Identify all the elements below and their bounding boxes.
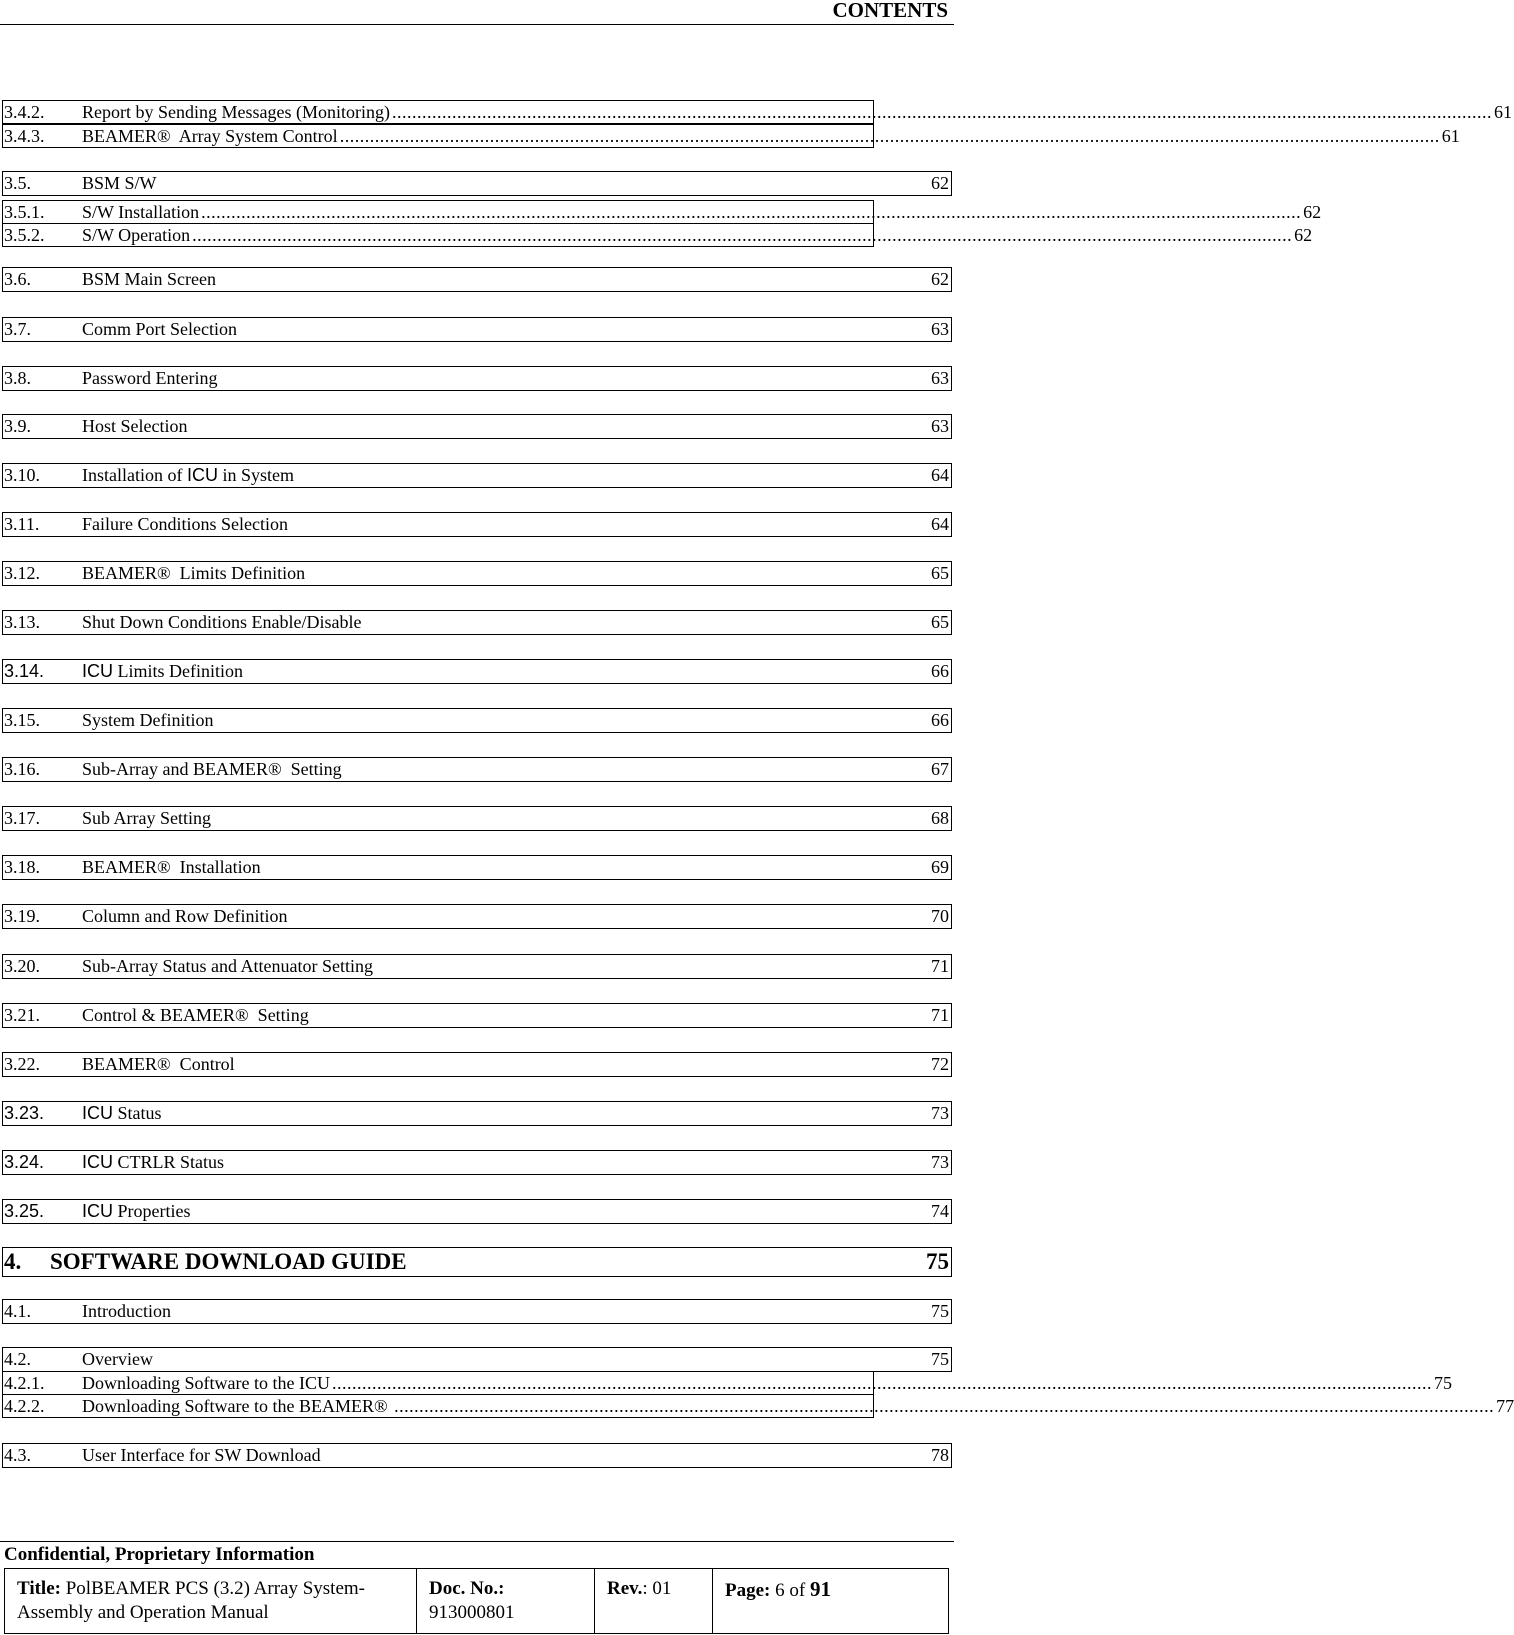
footer-doc-value: 913000801: [429, 1602, 515, 1623]
footer-rev-cell: [595, 1569, 713, 1633]
toc-entry-title-abbr: ICU: [186, 465, 218, 485]
toc-entry[interactable]: [2, 267, 952, 292]
header-title: CONTENTS: [832, 0, 948, 22]
toc-entry[interactable]: [2, 610, 952, 635]
toc-entry-title-abbr: ICU: [82, 1103, 113, 1123]
toc-entry[interactable]: [2, 904, 952, 929]
toc-entry[interactable]: [2, 512, 952, 537]
toc-entry[interactable]: [2, 317, 952, 342]
toc-entry-title: BSM Main Screen: [82, 269, 216, 289]
toc-entry-page: 78: [931, 1445, 949, 1465]
toc-entry-number: 3.20.: [4, 956, 40, 976]
footer-page-label: Page:: [725, 1580, 771, 1601]
toc-entry-number: 4.2.2.: [4, 1395, 45, 1416]
toc-entry-title: Report by Sending Messages (Monitoring): [82, 101, 390, 122]
toc-entry[interactable]: [2, 463, 952, 488]
footer-title-label: Title:: [17, 1578, 61, 1599]
toc-entry-number: 3.5.: [4, 173, 31, 193]
toc-entry[interactable]: [2, 561, 952, 586]
footer-info-table: [4, 1568, 949, 1634]
toc-entry-title: S/W Installation: [82, 201, 200, 222]
toc-entry-page: 61: [1441, 125, 1460, 146]
toc-entry-title: Control & BEAMER® Setting: [82, 1005, 309, 1025]
toc-entry[interactable]: [2, 414, 952, 439]
toc-entry-number: 3.18.: [4, 857, 40, 877]
toc-entry[interactable]: [2, 659, 952, 684]
toc-entry-page: 66: [931, 661, 949, 681]
toc-entry-page: 64: [931, 465, 949, 485]
toc-entry-page: 63: [931, 416, 949, 436]
toc-entry-page: 74: [931, 1201, 949, 1221]
toc-entry-number: 4.3.: [4, 1445, 31, 1465]
footer-page-cell: [713, 1569, 948, 1633]
toc-entry-number: 4.1.: [4, 1301, 31, 1321]
toc-entry[interactable]: [2, 855, 952, 880]
toc-entry[interactable]: [2, 1371, 1452, 1395]
toc-entry-title-post: Limits Definition: [113, 661, 243, 681]
toc-entry-title: Column and Row Definition: [82, 906, 288, 926]
footer-doc-label: Doc. No.:: [429, 1578, 505, 1599]
toc-entry-page: 63: [931, 368, 949, 388]
toc-entry-title: Password Entering: [82, 368, 218, 388]
toc-entry-page: 64: [931, 514, 949, 534]
footer-rule: [0, 1541, 954, 1542]
toc-entry[interactable]: [2, 1299, 952, 1324]
toc-entry-page: 68: [931, 808, 949, 828]
toc-entry-title: Downloading Software to the BEAMER®: [82, 1395, 393, 1416]
toc-entry-title: Introduction: [82, 1301, 171, 1321]
toc-entry-title: Sub-Array Status and Attenuator Setting: [82, 956, 373, 976]
toc-dot-leader: ............................................................................................................................................................................................................................: [339, 125, 1440, 146]
toc-entry-number: 3.14.: [4, 661, 45, 681]
toc-entry-title: S/W Operation: [82, 224, 191, 245]
toc-entry-title-post: Properties: [113, 1201, 191, 1221]
toc-entry-page: 71: [931, 1005, 949, 1025]
toc-entry-number: 3.11.: [4, 514, 40, 534]
footer-page-mid: 6 of: [770, 1580, 810, 1601]
toc-entry[interactable]: [2, 171, 952, 196]
toc-entry[interactable]: [2, 1394, 1514, 1418]
footer-page-total: 91: [809, 1577, 831, 1601]
toc-entry-title-abbr: ICU: [82, 1152, 113, 1172]
toc-entry-title: BSM S/W: [82, 173, 157, 193]
toc-entry-title: BEAMER® Control: [82, 1054, 235, 1074]
toc-entry-page: 75: [926, 1249, 949, 1274]
toc-entry[interactable]: [2, 223, 1313, 247]
toc-entry[interactable]: [2, 200, 1322, 224]
toc-entry-title: SOFTWARE DOWNLOAD GUIDE: [50, 1249, 407, 1274]
toc-entry-title: Downloading Software to the ICU: [82, 1372, 330, 1393]
toc-entry[interactable]: [2, 954, 952, 979]
toc-entry-number: 3.5.1.: [4, 201, 45, 222]
confidential-notice: Confidential, Proprietary Information: [4, 1544, 315, 1565]
toc-entry-title: Failure Conditions Selection: [82, 514, 288, 534]
toc-entry[interactable]: [2, 366, 952, 391]
toc-entry-number: 4.2.1.: [4, 1372, 45, 1393]
toc-entry-page: 67: [931, 759, 949, 779]
toc-entry-page: 62: [931, 269, 949, 289]
toc-entry[interactable]: [2, 708, 952, 733]
toc-entry-title: User Interface for SW Download: [82, 1445, 321, 1465]
toc-entry-title-post: CTRLR Status: [113, 1152, 225, 1172]
toc-dot-leader: ............................................................................................................................................................................................................................: [201, 201, 1302, 222]
toc-entry-page: 75: [1433, 1372, 1452, 1393]
toc-entry-page: 73: [931, 1152, 949, 1172]
toc-entry-page: 66: [931, 710, 949, 730]
toc-entry-number: 3.23.: [4, 1103, 45, 1123]
toc-entry-title-post: Status: [113, 1103, 162, 1123]
footer-doc-cell: [417, 1569, 595, 1633]
toc-entry-number: 3.12.: [4, 563, 40, 583]
header-rule: [0, 24, 954, 25]
toc-entry-number: 3.7.: [4, 319, 31, 339]
toc-entry-page: 70: [931, 906, 949, 926]
toc-entry-number: 3.8.: [4, 368, 31, 388]
toc-entry-title: Sub Array Setting: [82, 808, 211, 828]
toc-entry-title: BEAMER® Limits Definition: [82, 563, 306, 583]
toc-entry-number: 3.9.: [4, 416, 31, 436]
toc-entry-title-post: in System: [217, 465, 294, 485]
toc-dot-leader: ............................................................................................................................................................................................................................: [331, 1372, 1432, 1393]
toc-entry-number: 3.10.: [4, 465, 40, 485]
toc-entry-page: 62: [1294, 224, 1313, 245]
toc-entry[interactable]: [2, 1003, 952, 1028]
toc-entry-title: Sub-Array and BEAMER® Setting: [82, 759, 342, 779]
toc-entry-page: 69: [931, 857, 949, 877]
toc-entry-number: 3.19.: [4, 906, 40, 926]
toc-entry-page: 71: [931, 956, 949, 976]
toc-entry-number: 3.21.: [4, 1005, 40, 1025]
toc-entry[interactable]: [2, 1247, 952, 1277]
toc-entry[interactable]: [2, 1199, 952, 1224]
toc-entry[interactable]: [2, 100, 1512, 124]
toc-entry-number: 3.4.3.: [4, 125, 45, 146]
toc-entry-title: BEAMER® Array System Control: [82, 125, 338, 146]
toc-entry-page: 61: [1493, 101, 1512, 122]
toc-entry[interactable]: [2, 1052, 952, 1077]
toc-entry-title: System Definition: [82, 710, 214, 730]
toc-entry[interactable]: [2, 1101, 952, 1126]
toc-entry-number: 3.17.: [4, 808, 40, 828]
toc-entry-title: Overview: [82, 1349, 153, 1369]
toc-entry-page: 72: [931, 1054, 949, 1074]
toc-entry-page: 77: [1496, 1395, 1514, 1416]
toc-entry[interactable]: [2, 124, 1460, 148]
toc-entry-title: [82, 465, 294, 486]
toc-entry-number: 4.2.: [4, 1349, 31, 1369]
toc-entry-number: 3.25.: [4, 1201, 45, 1221]
toc-entry-number: 4.: [4, 1249, 22, 1274]
toc-entry-title-abbr: ICU: [82, 1201, 113, 1221]
toc-entry-page: 75: [931, 1301, 949, 1321]
toc-entry-page: 75: [931, 1349, 949, 1369]
toc-entry-number: 3.24.: [4, 1152, 45, 1172]
toc-entry-title: [82, 661, 243, 682]
toc-entry-title: Comm Port Selection: [82, 319, 237, 339]
toc-entry-page: 73: [931, 1103, 949, 1123]
toc-entry-title: Host Selection: [82, 416, 188, 436]
toc-entry-number: 3.4.2.: [4, 101, 45, 122]
toc-entry[interactable]: [2, 1150, 952, 1175]
toc-entry-page: 63: [931, 319, 949, 339]
toc-entry-title: BEAMER® Installation: [82, 857, 261, 877]
toc-entry-number: 3.6.: [4, 269, 31, 289]
toc-entry-title-pre: Installation of: [82, 465, 187, 485]
toc-entry-page: 62: [931, 173, 949, 193]
toc-entry-title: [82, 1103, 162, 1124]
footer-rev-label: Rev.: [607, 1578, 643, 1599]
toc-entry-title: [82, 1152, 224, 1173]
toc-entry-number: 3.13.: [4, 612, 40, 632]
footer-title-value-1: PolBEAMER PCS (3.2) Array System-: [60, 1578, 366, 1599]
toc-entry[interactable]: [2, 1443, 952, 1468]
toc-entry-page: 62: [1303, 201, 1322, 222]
toc-dot-leader: ............................................................................................................................................................................................................................: [192, 224, 1293, 245]
toc-dot-leader: ............................................................................................................................................................................................................................: [394, 1395, 1495, 1416]
toc-entry-number: 3.16.: [4, 759, 40, 779]
footer-rev-value: : 01: [642, 1578, 672, 1599]
footer-title-value-2: Assembly and Operation Manual: [17, 1602, 269, 1623]
toc-entry-title: [82, 1201, 190, 1222]
toc-entry[interactable]: [2, 757, 952, 782]
toc-entry-number: 3.15.: [4, 710, 40, 730]
toc-entry-page: 65: [931, 612, 949, 632]
toc-entry-title-abbr: ICU: [82, 661, 113, 681]
toc-entry[interactable]: [2, 1347, 952, 1372]
footer-title-cell: [5, 1569, 417, 1633]
toc-dot-leader: ............................................................................................................................................................................................................................: [391, 101, 1492, 122]
toc-entry-number: 3.5.2.: [4, 224, 45, 245]
toc-entry-page: 65: [931, 563, 949, 583]
toc-entry[interactable]: [2, 806, 952, 831]
toc-entry-number: 3.22.: [4, 1054, 40, 1074]
toc-entry-title: Shut Down Conditions Enable/Disable: [82, 612, 362, 632]
